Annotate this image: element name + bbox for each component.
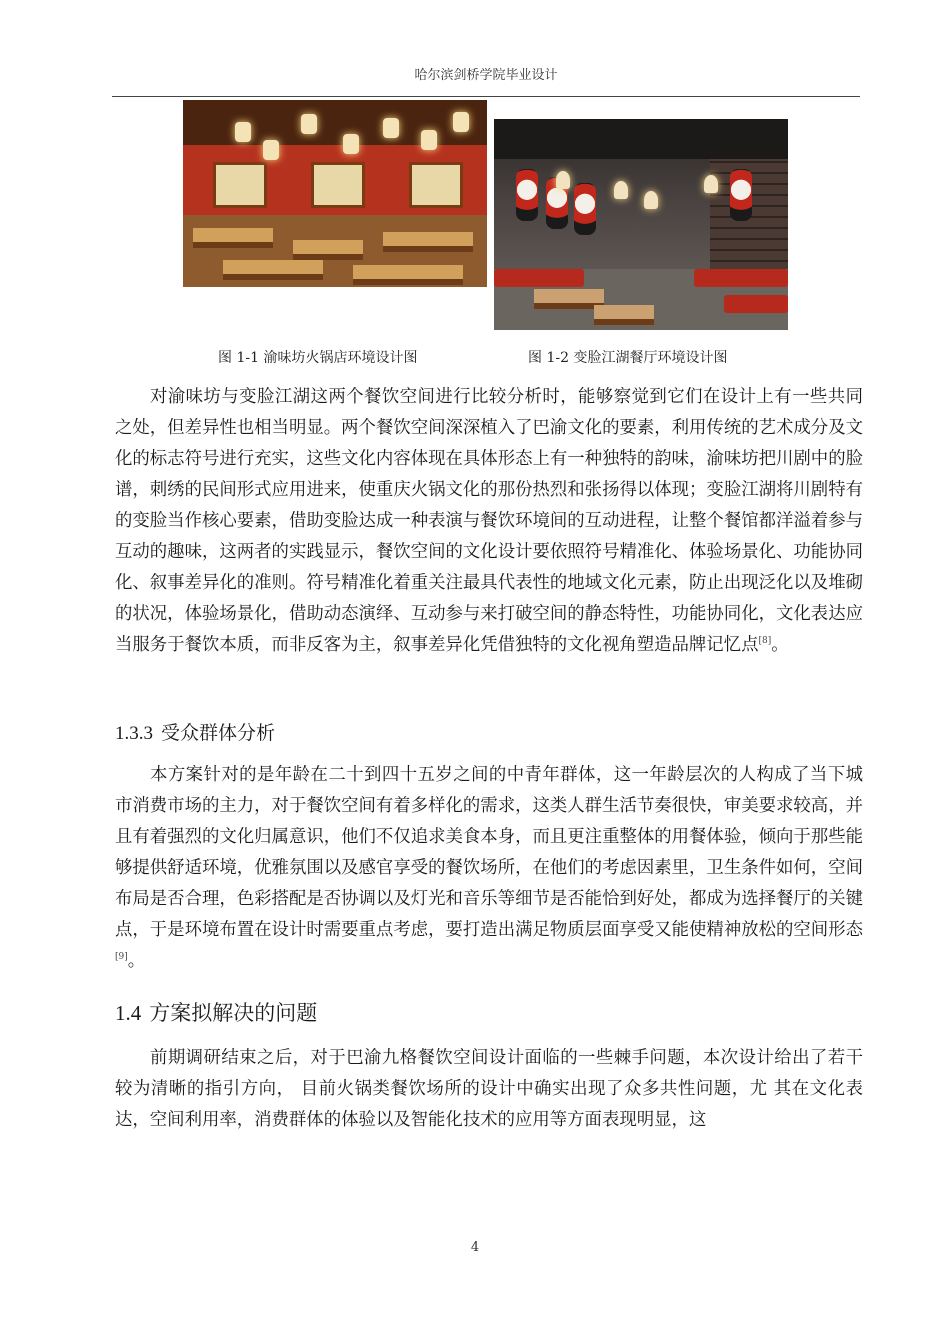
- paragraph-text: 对渝味坊与变脸江湖这两个餐饮空间进行比较分析时，能够察觉到它们在设计上有一些共同之处，但差异性也相当明显。两个餐饮空间深深植入了巴渝文化的要素，利用传统的艺术成分及文化的标志符号进行充实，这些文化内容体现在具体形态上有一种独特的韵味，渝味坊把川剧中的脸谱，刺绣的民间形式应用进来，使重庆火锅文化的那份热烈和张扬得以体现；变脸江湖将川剧特有的变脸当作核心要素，借助变脸达成一种表演与餐饮环境间的互动进程，让整个餐馆都洋溢着参与互动的趣味，这两者的实践显示，餐饮空间的文化设计要依照符号精准化、体验场景化、功能协同化、叙事差异化的准则。符号精准化着重关注最具代表性的地域文化元素，防止出现泛化以及堆砌的状况，体验场景化，借助动态演绎、互动参与来打破空间的静态特性，功能协同化，文化表达应当服务于餐饮本质，而非反客为主，叙事差异化凭借独特的文化视角塑造品牌记忆点: [115, 387, 863, 655]
- body-paragraph: [115, 760, 863, 977]
- figure-bianlian-image: [494, 119, 788, 330]
- page-header: 哈尔滨剑桥学院毕业设计: [414, 68, 558, 83]
- section-number: 1.4: [115, 1001, 142, 1025]
- citation-ref: [8]: [758, 636, 772, 647]
- paragraph-end: 。: [771, 635, 789, 655]
- section-heading-1-3-3: [115, 718, 275, 745]
- section-title: 方案拟解决的问题: [149, 1001, 318, 1025]
- section-title: 受众群体分析: [161, 722, 276, 744]
- paragraph-end: 。: [127, 951, 146, 971]
- citation-ref: [9]: [115, 952, 128, 963]
- paragraph-text: 前期调研结束之后，对于巴渝九格餐饮空间设计面临的一些棘手问题，本次设计给出了若干较为清晰的指引方向， 目前火锅类餐饮场所的设计中确实出现了众多共性问题，尤 其在文化表达，空间利用率，消费群体的体验以及智能化技术的应用等方面表现明显，这: [115, 1048, 863, 1130]
- paragraph-text: 本方案针对的是年龄在二十到四十五岁之间的中青年群体，这一年龄层次的人构成了当下城市消费市场的主力，对于餐饮空间有着多样化的需求，这类人群生活节奏很快，审美要求较高，并且有着强烈的文化归属意识，他们不仅追求美食本身，而且更注重整体的用餐体验，倾向于那些能够提供舒适环境，优雅氛围以及感官享受的餐饮场所，在他们的考虑因素里，卫生条件如何，空间布局是否合理，色彩搭配是否协调以及灯光和音乐等细节是否能恰到好处，都成为选择餐厅的关键点，于是环境布置在设计时需要重点考虑，要打造出满足物质层面享受又能使精神放松的空间形态: [115, 765, 863, 940]
- body-paragraph: [115, 382, 863, 661]
- section-heading-1-4: [115, 997, 317, 1027]
- page-number: 4: [470, 1240, 480, 1255]
- figure-caption: 图 1-2 变脸江湖餐厅环境设计图: [528, 350, 728, 366]
- figure-yuweifang-image: [183, 100, 487, 287]
- body-paragraph: [115, 1043, 863, 1136]
- header-divider: [112, 96, 860, 97]
- figure-caption: 图 1-1 渝味坊火锅店环境设计图: [218, 350, 418, 366]
- section-number: 1.3.3: [115, 723, 153, 744]
